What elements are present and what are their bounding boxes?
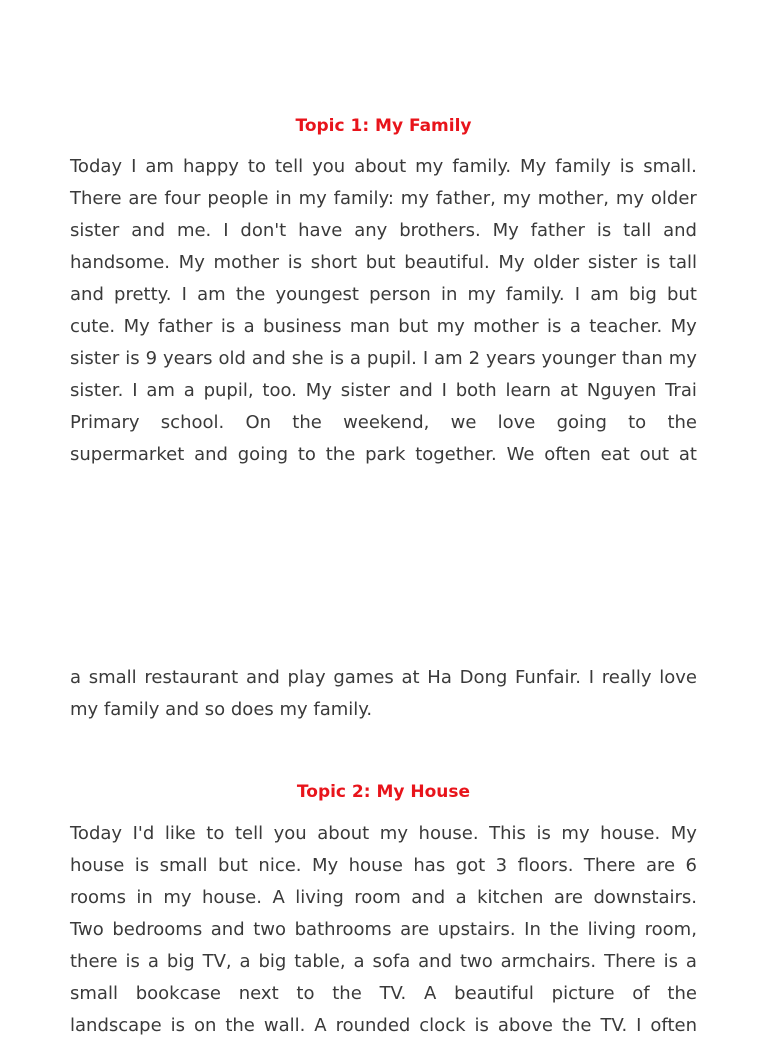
word: small [70, 983, 118, 1004]
word: We [506, 444, 535, 465]
word: house. [600, 823, 661, 844]
word: clock [419, 1015, 466, 1036]
word: and [418, 951, 453, 972]
word: big [166, 951, 195, 972]
word: a [70, 667, 82, 688]
topic-1-paragraph [70, 151, 697, 471]
word: family: [333, 188, 394, 209]
word: a [455, 887, 467, 908]
word: youngest [275, 284, 359, 305]
topic-1-title: Topic 1: My Family [295, 116, 472, 136]
word: wall. [263, 1015, 306, 1036]
word: the [667, 983, 697, 1004]
word: armchairs. [500, 951, 597, 972]
word: sofa [372, 951, 411, 972]
word: and [663, 220, 697, 241]
word: sister [70, 348, 120, 369]
word: room, [644, 919, 697, 940]
word: the [549, 919, 579, 940]
word: got [455, 855, 486, 876]
word: Primary [70, 412, 140, 433]
word: sister [340, 380, 391, 401]
word: is [663, 951, 678, 972]
word: 3 [495, 855, 508, 876]
word: a [353, 951, 365, 972]
word: love [659, 667, 697, 688]
word: mother, [537, 188, 609, 209]
word: love [497, 412, 536, 433]
word: landscape [70, 1015, 162, 1036]
word: handsome. [70, 252, 170, 273]
word: together. [415, 444, 497, 465]
word: business [263, 316, 342, 337]
paragraph-line [70, 183, 697, 215]
word: 6 [685, 855, 697, 876]
word: small. [643, 156, 697, 177]
word: is [645, 252, 661, 273]
word: 2 [468, 348, 481, 369]
word: two [253, 919, 287, 940]
word: my [400, 188, 429, 209]
word: My [178, 252, 205, 273]
word: I [636, 1015, 642, 1036]
paragraph-line [70, 662, 697, 694]
word: you [273, 823, 307, 844]
word: but [365, 252, 396, 273]
word: in [275, 188, 292, 209]
word: nice. [258, 855, 302, 876]
word: park [365, 444, 406, 465]
word: is [474, 1015, 489, 1036]
word: Nguyen [586, 380, 657, 401]
paragraph-line [70, 914, 697, 946]
word: the [235, 284, 266, 305]
word: my [163, 887, 192, 908]
word: mother [473, 316, 539, 337]
word: the [325, 444, 356, 465]
word: floors. [517, 855, 574, 876]
word: A [272, 887, 285, 908]
paragraph-line [70, 375, 697, 407]
word: out [639, 444, 670, 465]
word: the [292, 412, 322, 433]
paragraph-line [70, 279, 697, 311]
word: often [650, 1015, 697, 1036]
word: the [332, 983, 362, 1004]
word: pupil, [203, 380, 254, 401]
word: am [434, 348, 463, 369]
word: tall [623, 220, 652, 241]
word: teacher. [589, 316, 663, 337]
word: tell [234, 823, 264, 844]
word: pupil. [366, 348, 417, 369]
word: I [588, 667, 595, 688]
word: bookcase [135, 983, 221, 1004]
topic-2-title: Topic 2: My House [296, 782, 471, 802]
word: any [354, 220, 388, 241]
word: am [146, 380, 175, 401]
word: My [305, 380, 332, 401]
word: table, [294, 951, 346, 972]
word: I [181, 284, 187, 305]
word: Ha [427, 667, 452, 688]
word: learn [505, 380, 552, 401]
word: upstairs. [437, 919, 516, 940]
word: My [520, 156, 547, 177]
word: I [131, 156, 137, 177]
word: about [317, 823, 370, 844]
word: like [164, 823, 196, 844]
word: two [459, 951, 493, 972]
word: big [258, 951, 287, 972]
word: than [621, 348, 663, 369]
word: I'd [132, 823, 155, 844]
word: my [436, 316, 465, 337]
word: living [295, 887, 344, 908]
word: picture [551, 983, 615, 1004]
word: a [569, 316, 581, 337]
word: play [287, 667, 326, 688]
word: My [311, 855, 339, 876]
word: we [450, 412, 477, 433]
word: my [502, 188, 531, 209]
word: she [291, 348, 324, 369]
word: but [218, 855, 248, 876]
paragraph-line [70, 818, 697, 850]
word: rounded [335, 1015, 411, 1036]
word: house [348, 855, 403, 876]
word: is [536, 823, 551, 844]
word: My [492, 220, 519, 241]
word: father [530, 220, 585, 241]
word: at [559, 380, 578, 401]
word: I [132, 380, 138, 401]
word: sister. [70, 380, 124, 401]
word: a [349, 348, 361, 369]
word: Funfair. [515, 667, 582, 688]
word: supermarket [70, 444, 185, 465]
topic-2-paragraph [70, 818, 697, 1042]
word: my [298, 188, 327, 209]
word: man [349, 316, 390, 337]
word: a [239, 951, 251, 972]
word: years [163, 348, 213, 369]
word: house [70, 855, 125, 876]
word: to [296, 983, 315, 1004]
word: a [147, 951, 159, 972]
word: has [413, 855, 446, 876]
word: my [615, 188, 645, 209]
word: games [333, 667, 394, 688]
word: house. [418, 823, 479, 844]
word: people [207, 188, 269, 209]
word: I [441, 380, 447, 401]
word: big [628, 284, 657, 305]
word: person [369, 284, 431, 305]
word: family [555, 156, 611, 177]
word: sister [70, 220, 120, 241]
word: is [596, 220, 612, 241]
word: tell [274, 156, 304, 177]
word: you [312, 156, 346, 177]
word: often [544, 444, 591, 465]
word: school. [160, 412, 225, 433]
word: but [398, 316, 429, 337]
word: at [678, 444, 697, 465]
word: is [619, 156, 635, 177]
word: Trai [665, 380, 697, 401]
word: is [329, 348, 344, 369]
word: old [218, 348, 246, 369]
word: There [604, 951, 656, 972]
paragraph-line [70, 311, 697, 343]
word: in [136, 887, 153, 908]
word: rooms [70, 887, 126, 908]
word: are [553, 887, 583, 908]
word: and [398, 380, 433, 401]
word: On [245, 412, 272, 433]
word: to [206, 823, 225, 844]
word: and [70, 284, 104, 305]
word: is [125, 348, 140, 369]
word: There [583, 855, 636, 876]
word: weekend, [343, 412, 430, 433]
word: next [238, 983, 279, 1004]
word: to [247, 156, 266, 177]
word: house. [201, 887, 262, 908]
word: cute. [70, 316, 116, 337]
word: father [158, 316, 213, 337]
word: beautiful. [404, 252, 490, 273]
word: of [632, 983, 650, 1004]
word: Today [70, 823, 123, 844]
word: living [587, 919, 637, 940]
word: and [131, 220, 166, 241]
word: four [164, 188, 201, 209]
word: sister [587, 252, 638, 273]
word: My [670, 823, 697, 844]
word: but [666, 284, 697, 305]
word: my [379, 823, 408, 844]
word: my [668, 348, 697, 369]
word: short [310, 252, 358, 273]
word: is [220, 316, 236, 337]
word: going [237, 444, 289, 465]
word: TV. [600, 1015, 628, 1036]
word: above [497, 1015, 554, 1036]
word: eat [600, 444, 630, 465]
paragraph-line-last: my family and so does my family. [70, 699, 373, 720]
word: brothers. [399, 220, 481, 241]
paragraph-line [70, 439, 697, 471]
word: TV, [202, 951, 232, 972]
word: is [134, 855, 150, 876]
word: younger [541, 348, 616, 369]
word: restaurant [144, 667, 239, 688]
word: small [159, 855, 208, 876]
word: Today [70, 156, 123, 177]
word: and [251, 348, 286, 369]
word: the [561, 1015, 592, 1036]
paragraph-line [70, 151, 697, 183]
word: mother [213, 252, 280, 273]
word: have [298, 220, 343, 241]
word: kitchen [477, 887, 544, 908]
word: really [601, 667, 652, 688]
word: is [547, 316, 562, 337]
word: My [123, 316, 150, 337]
paragraph-line [70, 946, 697, 978]
word: is [170, 1015, 186, 1036]
word: and [194, 444, 228, 465]
word: This [489, 823, 526, 844]
word: I [223, 220, 229, 241]
paragraph-line [70, 850, 697, 882]
word: and [210, 919, 245, 940]
word: pretty. [114, 284, 172, 305]
paragraph-line [70, 247, 697, 279]
word: Dong [459, 667, 508, 688]
word: Two [70, 919, 104, 940]
word: are [645, 855, 676, 876]
word: A [314, 1015, 327, 1036]
word: downstairs. [593, 887, 697, 908]
word: am [197, 284, 226, 305]
word: too. [262, 380, 297, 401]
word: My [498, 252, 525, 273]
word: to [628, 412, 647, 433]
word: 9 [145, 348, 158, 369]
word: are [128, 188, 158, 209]
word: father, [435, 188, 496, 209]
word: bathrooms [294, 919, 392, 940]
word: my [415, 156, 444, 177]
word: don't [240, 220, 287, 241]
word: family. [452, 156, 512, 177]
word: a [183, 380, 195, 401]
word: room [354, 887, 401, 908]
word: In [524, 919, 541, 940]
word: at [401, 667, 420, 688]
word: TV. [379, 983, 407, 1004]
word: the [225, 1015, 255, 1036]
word: bedrooms [112, 919, 203, 940]
word: happy [182, 156, 239, 177]
word: I [422, 348, 429, 369]
word: My [670, 316, 697, 337]
word: tall [668, 252, 697, 273]
word: family. [505, 284, 565, 305]
word: I [574, 284, 581, 305]
word: and [245, 667, 280, 688]
word: my [467, 284, 496, 305]
word: to [297, 444, 316, 465]
word: There [70, 188, 122, 209]
word: about [354, 156, 407, 177]
word: is [125, 951, 140, 972]
word: am [145, 156, 174, 177]
paragraph-line [70, 343, 697, 375]
word: on [193, 1015, 217, 1036]
word: am [590, 284, 619, 305]
paragraph-line [70, 882, 697, 914]
word: my [561, 823, 590, 844]
word: is [287, 252, 303, 273]
word: both [455, 380, 497, 401]
word: there [70, 951, 118, 972]
word: older [650, 188, 697, 209]
paragraph-line [70, 407, 697, 439]
word: years [486, 348, 536, 369]
paragraph-line [70, 978, 697, 1010]
word: beautiful [454, 983, 534, 1004]
word: and [411, 887, 446, 908]
paragraph-line [70, 1010, 697, 1042]
topic-1-paragraph-continued [70, 662, 697, 726]
word: me. [176, 220, 212, 241]
word: in [440, 284, 458, 305]
word: a [243, 316, 255, 337]
word: are [400, 919, 430, 940]
word: A [424, 983, 437, 1004]
word: a [685, 951, 697, 972]
word: going [556, 412, 607, 433]
word: the [667, 412, 697, 433]
word: older [533, 252, 580, 273]
paragraph-line [70, 215, 697, 247]
word: small [88, 667, 137, 688]
